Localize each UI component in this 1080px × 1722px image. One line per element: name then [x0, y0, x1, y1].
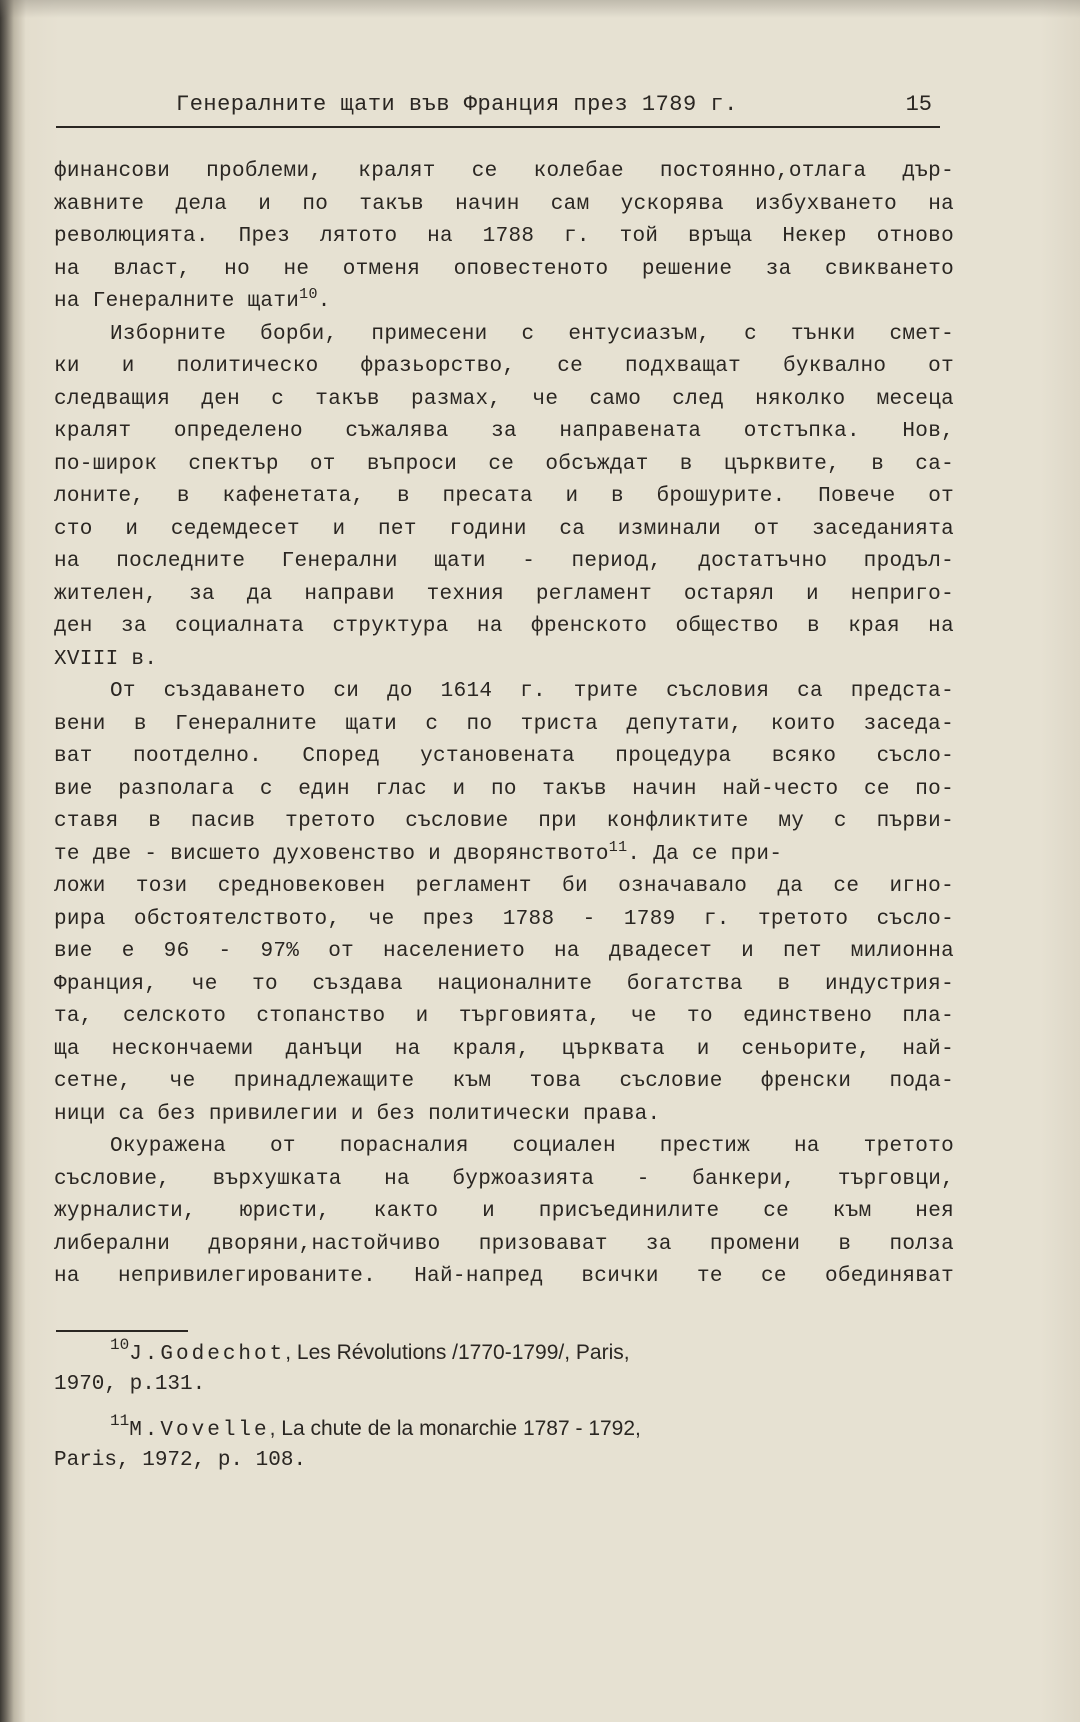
footnote-line: 1970, p.131.	[54, 1373, 206, 1396]
footnote-line: Paris, 1972, p. 108.	[54, 1449, 307, 1472]
text-line: та, селското стопанство и търговията, че то единствено пла-	[54, 1005, 954, 1028]
paragraph-1	[54, 156, 954, 319]
text-line: Окуражена от порасналия социален престиж на третото	[110, 1135, 954, 1158]
text-line: лоните, в кафенетата, в пресата и в брошурите. Повече от	[54, 485, 954, 508]
text-line: ден за социалната структура на френското общество в края на	[54, 615, 954, 638]
text-fragment: . Да се при-	[627, 842, 783, 866]
text-line: ставя в пасив третото съсловие при конфликтите му с първи-	[54, 810, 954, 833]
text-line: ложи този средновековен регламент би означавало да се игно-	[54, 875, 954, 898]
text-line	[54, 839, 954, 872]
text-line: на последните Генерални щати - период, достатъчно продъл-	[54, 550, 954, 573]
footnote-author: M.Vovelle	[129, 1419, 270, 1442]
paragraph-2	[54, 319, 954, 677]
text-line: рира обстоятелството, че през 1788 - 1789 г. третото съсло-	[54, 907, 954, 931]
text-line: революцията. През лятото на 1788 г. той връща Некер отново	[54, 225, 954, 248]
text-line: следващия ден с такъв размах, че само след няколко месеца	[54, 387, 954, 411]
footnote-number: 10	[110, 1336, 130, 1354]
running-header	[56, 92, 940, 128]
text-line	[54, 286, 954, 319]
text-line: либерални дворяни,настойчиво призовават за промени в полза	[54, 1232, 954, 1256]
text-line: вени в Генералните щати с по триста депутати, които заседа-	[54, 712, 954, 736]
footnote-author: J.Godechot	[129, 1343, 286, 1366]
footnote-number: 11	[110, 1412, 130, 1430]
text-line: по-широк спектър от въпроси се обсъждат в църквите, в са-	[54, 452, 954, 476]
text-line: жавните дела и по такъв начин сам ускорява избухването на	[54, 192, 954, 216]
body-text	[54, 156, 954, 1294]
footnote-citation: , La chute de la monarchie 1787 - 1792,	[269, 1417, 641, 1440]
footnote-11	[54, 1413, 954, 1477]
text-line: ват поотделно. Според установената процедура всяко съсло-	[54, 745, 954, 768]
footnote-10	[54, 1337, 954, 1401]
page-number: 15	[905, 92, 932, 117]
paragraph-4	[54, 1131, 954, 1294]
footnote-citation: , Les Révolutions /1770-1799/, Paris,	[285, 1341, 630, 1364]
text-line: съсловие, върхушката на буржоазията - банкери, търговци,	[54, 1167, 954, 1191]
footnote-line	[54, 1337, 954, 1369]
text-line: Франция, че то създава националните богатства в индустрия-	[54, 972, 954, 996]
text-line: сетне, че принадлежащите към това съсловие френски пода-	[54, 1070, 954, 1093]
text-line: на непривилегированите. Най-напред всички те се обединяват	[54, 1265, 954, 1288]
text-fragment: на Генералните щати	[54, 290, 300, 313]
footnotes	[54, 1337, 954, 1489]
footnote-divider	[56, 1330, 188, 1332]
text-line: Изборните борби, примесени с ентусиазъм, с тънки смет-	[110, 322, 954, 346]
text-fragment: .	[317, 290, 331, 313]
text-line: ници са без привилегии и без политически права.	[54, 1102, 661, 1126]
paragraph-3	[54, 676, 954, 1131]
text-line: вие разполага с един глас и по такъв начин най-често се по-	[54, 777, 954, 801]
running-title: Генералните щати във Франция през 1789 г.	[176, 92, 738, 117]
text-line: кралят определено съжалява за направената отстъпка. Нов,	[54, 420, 954, 443]
text-line: финансови проблеми, кралят се колебае постоянно,отлага дър-	[54, 160, 954, 183]
text-line: вие е 96 - 97% от населението на двадесет и пет милионна	[54, 940, 954, 963]
text-line: От създаването си до 1614 г. трите съсловия са предста-	[110, 680, 954, 703]
footnote-ref-10[interactable]: 10	[299, 286, 318, 303]
text-line: журналисти, юристи, както и присъединилите се към нея	[54, 1200, 954, 1223]
text-fragment: те две - висшето духовенство и дворянството	[54, 842, 609, 866]
text-line: жителен, за да направи техния регламент остарял и неприго-	[54, 582, 954, 606]
footnote-ref-11[interactable]: 11	[608, 838, 628, 856]
text-line: на власт, но не отменя оповестеното решение за свикването	[54, 257, 954, 281]
text-line: ща нескончаеми данъци на краля, църквата и сеньорите, най-	[54, 1037, 954, 1061]
text-line: ки и политическо фразьорство, се подхващат буквално от	[54, 355, 954, 378]
page-shadow	[0, 0, 1080, 18]
text-line: XVIII в.	[54, 647, 158, 671]
text-line: сто и седемдесет и пет години са изминали от заседанията	[54, 517, 954, 541]
footnote-line	[54, 1413, 954, 1445]
